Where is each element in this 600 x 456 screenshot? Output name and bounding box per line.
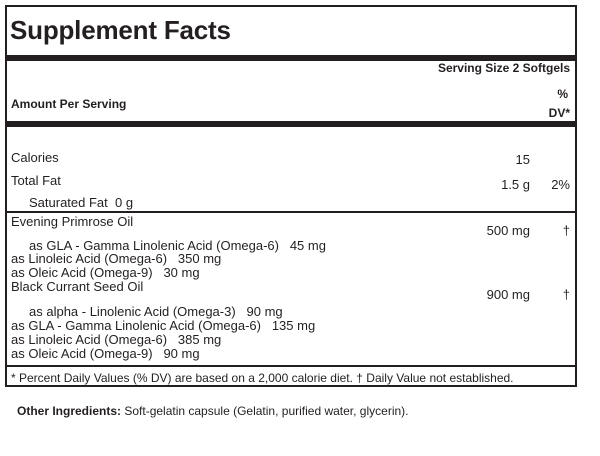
other-ingredients-text: Soft-gelatin capsule (Gelatin, purified water, glycerin). — [121, 404, 409, 418]
evening-primrose-dv: † — [562, 223, 570, 238]
epo-linoleic-row: as Linoleic Acid (Omega-6) 350 mg — [11, 251, 222, 266]
supplement-facts-panel — [5, 5, 577, 387]
divider-mid — [7, 211, 575, 213]
black-currant-dv: † — [562, 287, 570, 302]
dv-header-percent: % — [557, 87, 568, 101]
daily-value-footnote: * Percent Daily Values (% DV) are based on a 2,000 calorie diet. † Daily Value not established. — [11, 371, 514, 385]
serving-size: Serving Size 2 Softgels — [437, 61, 570, 75]
evening-primrose-amount: 500 mg — [486, 223, 530, 238]
saturated-fat-label: Saturated Fat 0 g — [29, 195, 134, 210]
evening-primrose-label: Evening Primrose Oil — [11, 214, 134, 229]
epo-gla-row: as GLA - Gamma Linolenic Acid (Omega-6) 45 mg — [29, 238, 326, 253]
divider-bottom — [7, 365, 575, 367]
total-fat-label: Total Fat — [11, 173, 61, 188]
other-ingredients — [17, 404, 409, 418]
thick-divider-header — [7, 121, 575, 127]
black-currant-label: Black Currant Seed Oil — [11, 279, 144, 294]
calories-label: Calories — [11, 150, 59, 165]
amount-per-serving-header: Amount Per Serving — [11, 97, 127, 111]
calories-amount: 15 — [515, 152, 530, 167]
other-ingredients-label: Other Ingredients: — [17, 404, 122, 418]
panel-title: Supplement Facts — [10, 15, 231, 45]
bc-linoleic-row: as Linoleic Acid (Omega-6) 385 mg — [11, 332, 222, 347]
bc-oleic-row: as Oleic Acid (Omega-9) 90 mg — [11, 346, 200, 361]
total-fat-amount: 1.5 g — [501, 177, 530, 192]
bc-alpha-row: as alpha - Linolenic Acid (Omega-3) 90 mg — [29, 304, 283, 319]
black-currant-amount: 900 mg — [486, 287, 530, 302]
epo-oleic-row: as Oleic Acid (Omega-9) 30 mg — [11, 265, 200, 280]
dv-header-label: DV* — [548, 106, 570, 120]
bc-gla-row: as GLA - Gamma Linolenic Acid (Omega-6) 135 mg — [11, 318, 316, 333]
total-fat-dv: 2% — [551, 177, 570, 192]
